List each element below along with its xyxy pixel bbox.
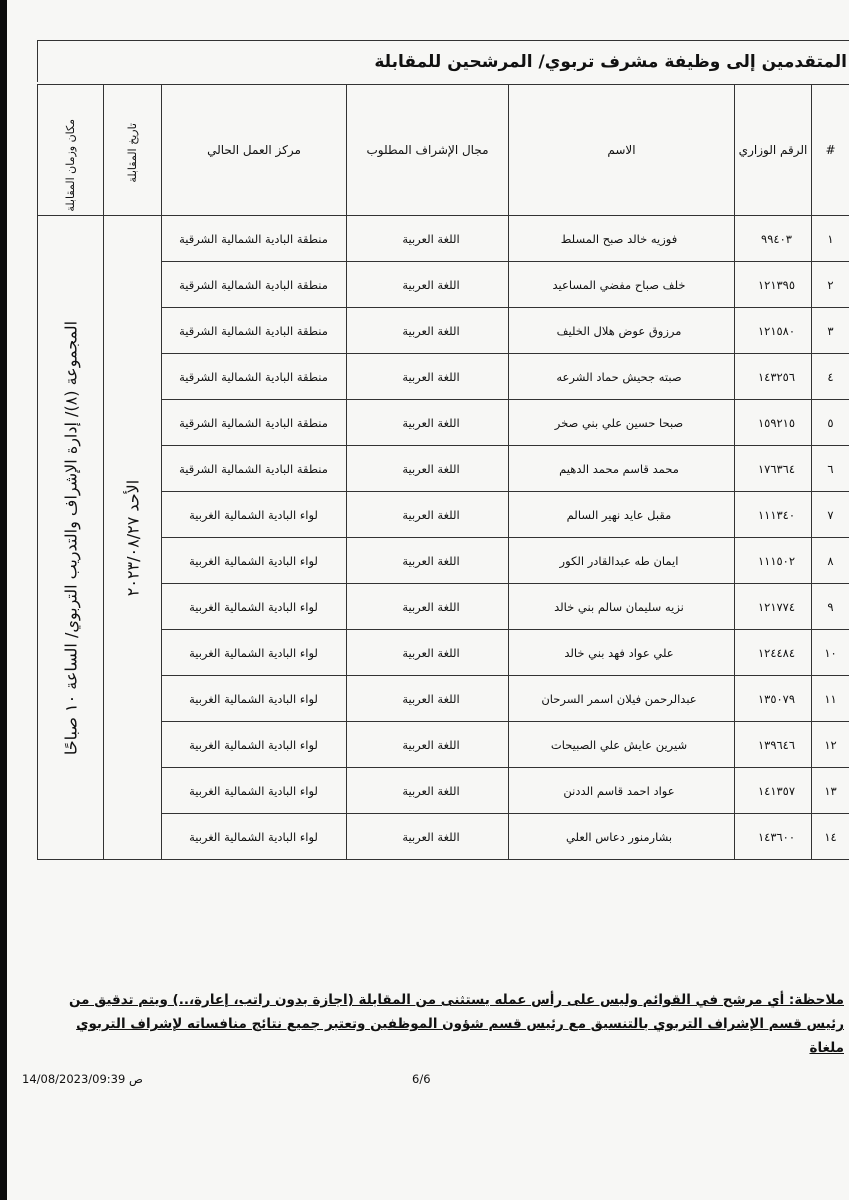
cell-name: صبته جحيش حماد الشرعه (509, 354, 735, 400)
cell-interview-date-text: الأحد ٢٠٢٣/٠٨/٢٧ (123, 479, 142, 596)
cell-num: ٤ (812, 354, 849, 400)
cell-field: اللغة العربية (347, 216, 509, 262)
header-num: # (812, 85, 849, 216)
cell-name: فوزيه خالد صبح المسلط (509, 216, 735, 262)
cell-num: ١٣ (812, 768, 849, 814)
cell-field: اللغة العربية (347, 492, 509, 538)
cell-name: بشارمنور دعاس العلي (509, 814, 735, 860)
cell-num: ١٢ (812, 722, 849, 768)
candidates-table (37, 84, 849, 860)
cell-field: اللغة العربية (347, 676, 509, 722)
cell-interview-date (104, 216, 162, 860)
cell-ministry-id: ١٤١٣٥٧ (735, 768, 812, 814)
cell-ministry-id: ١٥٩٢١٥ (735, 400, 812, 446)
cell-field: اللغة العربية (347, 308, 509, 354)
cell-num: ٧ (812, 492, 849, 538)
cell-ministry-id: ١٤٣٢٥٦ (735, 354, 812, 400)
cell-field: اللغة العربية (347, 722, 509, 768)
cell-center: منطقة البادية الشمالية الشرقية (162, 400, 347, 446)
header-date (104, 85, 162, 216)
table-body (38, 216, 849, 860)
header-center: مركز العمل الحالي (162, 85, 347, 216)
header-place-label: مكان وزمان المقابلة (64, 118, 77, 212)
cell-center: لواء البادية الشمالية الغربية (162, 584, 347, 630)
cell-num: ١ (812, 216, 849, 262)
cell-name: علي عواد فهد بني خالد (509, 630, 735, 676)
cell-ministry-id: ١٣٥٠٧٩ (735, 676, 812, 722)
note-text: ملاحظة: أي مرشح في القوائم وليس على رأس عمله يستثنى من المقابلة (اجازة بدون راتب، إعارة،..) ويتم تدقيق من رئيس قسم الإشراف التربوي بالتنسيق مع رئيس قسم شؤون الموظفين وتعتبر جميع نتائج منافساته لإشراف التربوي ملغاة (68, 992, 844, 1056)
cell-field: اللغة العربية (347, 446, 509, 492)
cell-interview-place (38, 216, 104, 860)
cell-num: ١٠ (812, 630, 849, 676)
cell-ministry-id: ١٧٦٣٦٤ (735, 446, 812, 492)
cell-name: شيرين عايش علي الصبيحات (509, 722, 735, 768)
cell-ministry-id: ١٢١٥٨٠ (735, 308, 812, 354)
scan-left-edge (0, 0, 7, 1200)
cell-ministry-id: ١٣٩٦٤٦ (735, 722, 812, 768)
cell-field: اللغة العربية (347, 768, 509, 814)
cell-num: ٣ (812, 308, 849, 354)
cell-name: صبحا حسين علي بني صخر (509, 400, 735, 446)
table-row (38, 216, 849, 262)
cell-interview-place-text: المجموعة (٨)/ إدارة الإشراف والتدريب التربوي/ الساعة ١٠ صباحًا (61, 320, 80, 755)
cell-name: عواد احمد قاسم الددنن (509, 768, 735, 814)
cell-num: ٦ (812, 446, 849, 492)
cell-ministry-id: ١٤٣٦٠٠ (735, 814, 812, 860)
cell-name: مقبل عايد نهير السالم (509, 492, 735, 538)
footer-page-number: 6/6 (412, 1072, 431, 1086)
cell-field: اللغة العربية (347, 262, 509, 308)
cell-center: لواء البادية الشمالية الغربية (162, 538, 347, 584)
cell-num: ٨ (812, 538, 849, 584)
cell-ministry-id: ١٢٤٤٨٤ (735, 630, 812, 676)
cell-center: منطقة البادية الشمالية الشرقية (162, 354, 347, 400)
cell-num: ٥ (812, 400, 849, 446)
cell-ministry-id: ١١١٥٠٢ (735, 538, 812, 584)
cell-ministry-id: ١٢١٣٩٥ (735, 262, 812, 308)
cell-num: ١٤ (812, 814, 849, 860)
cell-name: ايمان طه عبدالقادر الكور (509, 538, 735, 584)
cell-field: اللغة العربية (347, 354, 509, 400)
cell-ministry-id: ١١١٣٤٠ (735, 492, 812, 538)
cell-num: ٩ (812, 584, 849, 630)
cell-ministry-id: ١٢١٧٧٤ (735, 584, 812, 630)
cell-name: عبدالرحمن فيلان اسمر السرحان (509, 676, 735, 722)
header-ministry-id: الرقم الوزاري (735, 85, 812, 216)
cell-field: اللغة العربية (347, 584, 509, 630)
cell-center: لواء البادية الشمالية الغربية (162, 768, 347, 814)
cell-name: نزيه سليمان سالم بني خالد (509, 584, 735, 630)
document-title: المتقدمين إلى وظيفة مشرف تربوي/ المرشحين للمقابلة (37, 40, 849, 82)
cell-name: محمد قاسم محمد الدهيم (509, 446, 735, 492)
cell-field: اللغة العربية (347, 538, 509, 584)
header-place (38, 85, 104, 216)
cell-ministry-id: ٩٩٤٠٣ (735, 216, 812, 262)
header-field: مجال الإشراف المطلوب (347, 85, 509, 216)
cell-center: منطقة البادية الشمالية الشرقية (162, 308, 347, 354)
footer-timestamp: 14/08/2023/09:39 ص (22, 1072, 143, 1086)
cell-num: ٢ (812, 262, 849, 308)
cell-name: مرزوق عوض هلال الخليف (509, 308, 735, 354)
cell-center: منطقة البادية الشمالية الشرقية (162, 216, 347, 262)
cell-center: لواء البادية الشمالية الغربية (162, 492, 347, 538)
header-name: الاسم (509, 85, 735, 216)
cell-field: اللغة العربية (347, 630, 509, 676)
cell-num: ١١ (812, 676, 849, 722)
cell-field: اللغة العربية (347, 814, 509, 860)
table-header-row (38, 85, 849, 216)
cell-center: منطقة البادية الشمالية الشرقية (162, 262, 347, 308)
cell-center: منطقة البادية الشمالية الشرقية (162, 446, 347, 492)
header-date-label: تاريخ المقابلة (126, 122, 139, 183)
cell-center: لواء البادية الشمالية الغربية (162, 676, 347, 722)
cell-center: لواء البادية الشمالية الغربية (162, 722, 347, 768)
cell-name: خلف صباح مفضي المساعيد (509, 262, 735, 308)
cell-center: لواء البادية الشمالية الغربية (162, 814, 347, 860)
cell-center: لواء البادية الشمالية الغربية (162, 630, 347, 676)
cell-field: اللغة العربية (347, 400, 509, 446)
